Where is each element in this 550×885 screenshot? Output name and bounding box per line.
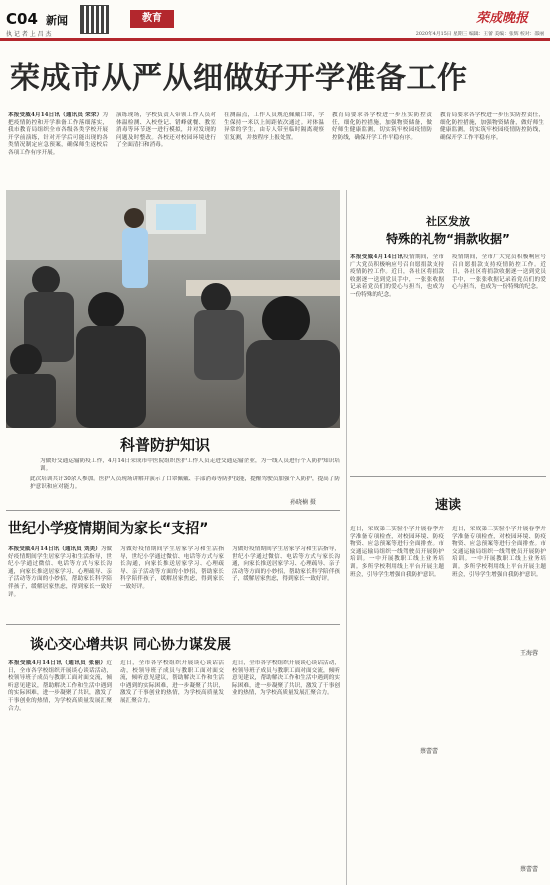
brief-reporter-2: 王海蓉: [520, 650, 539, 657]
news-photo: [6, 190, 340, 428]
masthead-rule: [0, 38, 550, 41]
paper-logo: 荣成晚报: [476, 11, 529, 26]
gifts-col-2: 疫情期间，全市广大党员积极响应号召自愿捐款支持疫情防控工作。近日，各社区将捐款收据逐一送到党员手中，一张张收据记录着党员们的爱心与担当，也成为一份特殊的纪念。: [452, 254, 546, 291]
main-headline: 荣成市从严从细做好开学准备工作: [10, 61, 468, 96]
parents-text: 为做好疫情期间学生居家学习和生活指导，世纪小学通过微信、电话等方式与家长沟通，向家长推送居家学习、心理疏导、亲子活动等方面的小妙招，帮助家长科学陪伴孩子，缓解居家焦虑，得到家长一致好评。: [8, 546, 112, 598]
parents-col-3: 为做好疫情期间学生居家学习和生活指导，世纪小学通过微信、电话等方式与家长沟通，向家长推送居家学习、心理疏导、亲子活动等方面的小妙招，帮助家长科学陪伴孩子，缓解居家焦虑，得到家长一致好评。: [232, 546, 340, 583]
lead-col-2: 演练现场，学校负责人带领工作人员对体温检测、入校登记、错峰就餐、教室消毒等环节逐一进行模拟，并对发现的问题及时整改。各校还对校园环境进行了全面清扫和消毒。: [116, 112, 216, 149]
lead-text-1: 为把疫情防控和开学准备工作落细落实，我市教育局组织全市各级各类学校开展开学前演练，针对开学后可能出现的各类情况制定应急预案，确保师生返校后各项工作有序开展。: [8, 112, 108, 156]
photo-scene: [6, 190, 340, 428]
lead-col-4: 教育局要求各学校进一步压实防控责任，细化防控措施，加强物资储备，做好师生健康监测，切实筑牢校园疫情防控防线，确保开学工作平稳有序。: [332, 112, 432, 141]
editor-line: 执 记 者 上 昌 杰: [6, 31, 52, 38]
category-tab: 教育: [130, 10, 174, 28]
parents-col-2: 为做好疫情期间学生居家学习和生活指导，世纪小学通过微信、电话等方式与家长沟通，向家长推送居家学习、心理疏导、亲子活动等方面的小妙招，帮助家长科学陪伴孩子，缓解居家焦虑，得到家长一致好评。: [120, 546, 224, 590]
right-column-divider: [346, 190, 347, 885]
brief-col-1: 近日，荣成第二实验小学开展春季开学准备专项检查，对校园环境、防疫物资、应急预案等进行全面排查。市交通运输局组织一线驾驶员开展防护培训。一中开展教职工线上业务培训。多所学校利用线上平台开展主题班会，引导学生增强自我防护意识。: [350, 526, 444, 578]
parents-byline: 本报受威4月14日讯（通讯员 刘美）: [8, 546, 101, 552]
photo-credit: 孙晓楠 摄: [290, 499, 316, 506]
parents-col-1: [8, 546, 112, 620]
qr-code-icon: [80, 5, 109, 34]
gifts-title: 特殊的礼物“捐款收据”: [386, 232, 510, 246]
talk-col-1: [8, 660, 112, 878]
lead-byline: 本报受威4月14日讯（通讯员 荣荣）: [8, 112, 103, 118]
talk-col-3: 近日，全市各学校组织开展谈心谈话活动，校领导班子成员与教职工面对面交流，倾听意见建议，帮助解决工作和生活中遇到的实际困难，进一步凝聚了共识，激发了干事创业的热情，为学校高质量发展汇聚合力。: [232, 660, 340, 697]
gifts-text: 疫情期间，全市广大党员积极响应号召自愿捐款支持疫情防控工作。近日，各社区将捐款收据逐一送到党员手中，一张张收据记录着党员们的爱心与担当，也成为一份特殊的纪念。: [350, 254, 444, 298]
brief-reporter-1: 蔡蕾蕾: [420, 748, 439, 755]
lead-col-5: 教育局要求各学校进一步压实防控责任，细化防控措施，加强物资储备，做好师生健康监测，切实筑牢校园疫情防控防线，确保开学工作平稳有序。: [440, 112, 544, 141]
brief-title: 速读: [434, 498, 461, 513]
gifts-byline: 本报受威4月14日讯: [350, 254, 404, 260]
photo-caption-text-2: 此次培训共计30余人参加。医护人员现场讲解并演示了口罩佩戴、手部消毒等防护技能，提醒驾驶员加强个人防护，提高了防护意识和应对能力。: [30, 476, 340, 490]
photo-caption-title: 科普防护知识: [120, 436, 211, 454]
rule-above-talk: [6, 624, 340, 625]
lead-col-1: [8, 112, 108, 192]
rule-under-photo: [6, 510, 340, 511]
brief-col-2: 近日，荣成第二实验小学开展春季开学准备专项检查，对校园环境、防疫物资、应急预案等进行全面排查。市交通运输局组织一线驾驶员开展防护培训。一中开展教职工线上业务培训。多所学校利用线上平台开展主题班会，引导学生增强自我防护意识。: [452, 526, 546, 578]
talk-title: 谈心交心增共识 同心协力谋发展: [30, 637, 231, 653]
brief-reporter-3: 蔡蕾蕾: [520, 866, 539, 873]
parents-title: 世纪小学疫情期间为家长“支招”: [8, 521, 209, 537]
talk-byline: 本报受威4月14日讯（通讯员 张丽）: [8, 660, 107, 666]
talk-text: 近日，全市各学校组织开展谈心谈话活动，校领导班子成员与教职工面对面交流，倾听意见建议，帮助解决工作和生活中遇到的实际困难，进一步凝聚了共识，激发了干事创业的热情，为学校高质量发展汇聚合力。: [8, 660, 112, 712]
gifts-kicker: 社区发放: [426, 215, 470, 228]
page-code: C04: [6, 10, 38, 28]
lead-col-3: 在测温点，工作人员规范佩戴口罩，学生保持一米以上间距依次通过。对体温异常的学生，由专人带至临时隔离观察室复测，并按程序上报处置。: [224, 112, 324, 141]
rule-above-brief: [350, 476, 546, 477]
section-name: 新闻: [46, 14, 68, 27]
photo-caption-text: 为做好交通运输防疫工作，4月14日荣成市中医院组织医护工作人员走进交通运输企业，为一线人员进行个人防护知识培训。: [40, 458, 340, 472]
gifts-col-1: [350, 254, 444, 468]
talk-col-2: 近日，全市各学校组织开展谈心谈话活动，校领导班子成员与教职工面对面交流，倾听意见建议，帮助解决工作和生活中遇到的实际困难，进一步凝聚了共识，激发了干事创业的热情，为学校高质量发展汇聚合力。: [120, 660, 224, 704]
date-line: 2020年4月15日 星期三 编辑：王蕾 美编：张辉 校对：邵丽: [415, 32, 544, 37]
